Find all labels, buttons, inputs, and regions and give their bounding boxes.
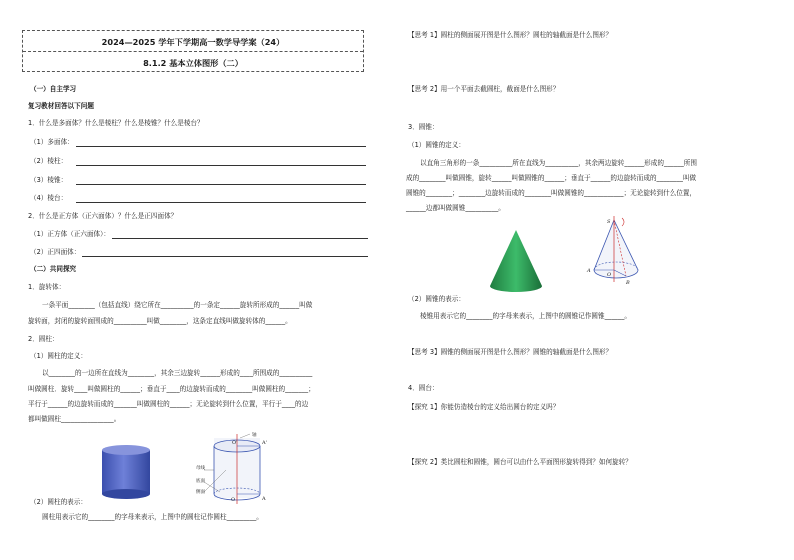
cone-def-line-3: 圆锥的________；________边旋转而成的________叫做圆锥的____________；无论旋转到什么位置，	[406, 189, 697, 197]
section-joint-inquiry: （二）共同探究	[30, 265, 77, 273]
label-a: A	[262, 496, 266, 502]
label-generatrix: 母线	[196, 466, 205, 471]
label-base: 底面	[196, 479, 205, 484]
cube-answer-line[interactable]	[112, 238, 368, 239]
tetrahedron-label: （2）正四面体：	[30, 248, 81, 256]
cone-def-line-1: 以直角三角形的一条__________所在直线为__________，其余两边旋转______形成的______所围	[420, 159, 697, 167]
cylinder-def-line-3: 平行于______的边旋转而成的_______叫做圆柱的______；无论旋转到什么位置，平行于____的边	[28, 400, 309, 408]
section-self-study: （一）自主学习	[30, 85, 77, 93]
frustum-of-cone-title: 4．圆台：	[408, 384, 439, 392]
prism-answer-line[interactable]	[76, 165, 366, 166]
rotation-body-title: 1．旋转体：	[28, 283, 66, 291]
review-instruction: 复习教材回答以下问题	[28, 102, 94, 110]
pyramid-answer-line[interactable]	[76, 184, 366, 185]
question-2: 2．什么是正方体（正六面体）？什么是正四面体？	[28, 212, 178, 220]
cone-diagram	[586, 214, 652, 290]
label-s: S	[607, 219, 611, 225]
explore-1: 【探究 1】你能仿造棱台的定义给出圆台的定义吗？	[408, 403, 560, 411]
label-cone-a: A	[587, 268, 591, 274]
cone-def-line-2: 成的________叫做圆锥，旋转______叫做圆锥的______；垂直于______的边旋转而成的________叫做	[406, 174, 697, 182]
prism-label: （2）棱柱：	[30, 157, 68, 165]
explore-2: 【探究 2】类比圆柱和圆锥，圆台可以由什么平面图形旋转得到？如何旋转？	[408, 458, 632, 466]
cylinder-def-line-2: 叫做圆柱．旋转____叫做圆柱的______；垂直于____的边旋转而成的________叫做圆柱的_______；	[28, 385, 315, 393]
cylinder-diagram	[196, 430, 280, 512]
label-o-prime: O'	[232, 440, 238, 446]
think-1: 【思考 1】圆柱的侧面展开图是什么图形？圆柱的轴截面是什么图形？	[408, 31, 613, 39]
tetrahedron-answer-line[interactable]	[82, 256, 368, 257]
cube-label: （1）正方体（正六面体）：	[30, 230, 111, 238]
frustum-answer-line[interactable]	[76, 202, 366, 203]
rotation-body-line-2: 旋转面，封闭的旋转面围成的__________叫做________，这条定直线叫做旋转体的______。	[28, 317, 292, 325]
cone-notation-line: 棱锥用表示它的________的字母来表示，上图中的圆锥记作圆锥______。	[420, 312, 631, 320]
label-cone-o: O	[607, 272, 612, 278]
header-divider	[23, 51, 363, 52]
cylinder-notation-line: 圆柱用表示它的________的字母来表示，上图中的圆柱记作圆柱_________。	[42, 513, 263, 521]
polyhedron-answer-line[interactable]	[76, 146, 366, 147]
label-b: B	[626, 280, 630, 286]
think-3: 【思考 3】圆锥的侧面展开图是什么图形？圆锥的轴截面是什么图形？	[408, 348, 613, 356]
worksheet-title: 2024—2025 学年下学期高一数学导学案（24）	[101, 37, 285, 47]
cylinder-notation-heading: （2）圆柱的表示：	[30, 498, 87, 506]
frustum-label: （4）棱台：	[30, 194, 68, 202]
cylinder-image	[100, 444, 152, 500]
think-2: 【思考 2】用一个平面去截圆柱，截面是什么图形？	[408, 85, 560, 93]
cylinder-def-line-4: 都叫做圆柱________________。	[28, 415, 121, 423]
label-axis: 轴	[252, 433, 257, 438]
cone-title: 3．圆锥：	[408, 123, 439, 131]
cylinder-title: 2．圆柱：	[28, 335, 59, 343]
lesson-subtitle: 8.1.2 基本立体图形（二）	[143, 58, 243, 68]
polyhedron-label: （1）多面体：	[30, 138, 74, 146]
label-a-prime: A'	[262, 440, 267, 446]
question-1: 1．什么是多面体？什么是棱柱？什么是棱锥？什么是棱台？	[28, 119, 204, 127]
cone-definition-heading: （1）圆锥的定义：	[408, 141, 465, 149]
rotation-body-line-1: 一条平面________（包括直线）绕它所在__________的一条定______旋转所形成的______叫做	[42, 301, 313, 309]
cone-notation-heading: （2）圆锥的表示：	[408, 295, 465, 303]
label-lateral: 侧面	[196, 490, 205, 495]
cone-def-line-4: ______边都叫做圆锥__________。	[406, 204, 505, 212]
label-o: O	[231, 497, 236, 503]
cylinder-definition-heading: （1）圆柱的定义：	[30, 352, 87, 360]
header-box	[22, 30, 364, 72]
cone-image	[488, 228, 544, 294]
pyramid-label: （3）棱锥：	[30, 176, 68, 184]
cylinder-def-line-1: 以________的一边所在直线为________，其余三边旋转______形成的____所围成的__________	[42, 369, 313, 377]
